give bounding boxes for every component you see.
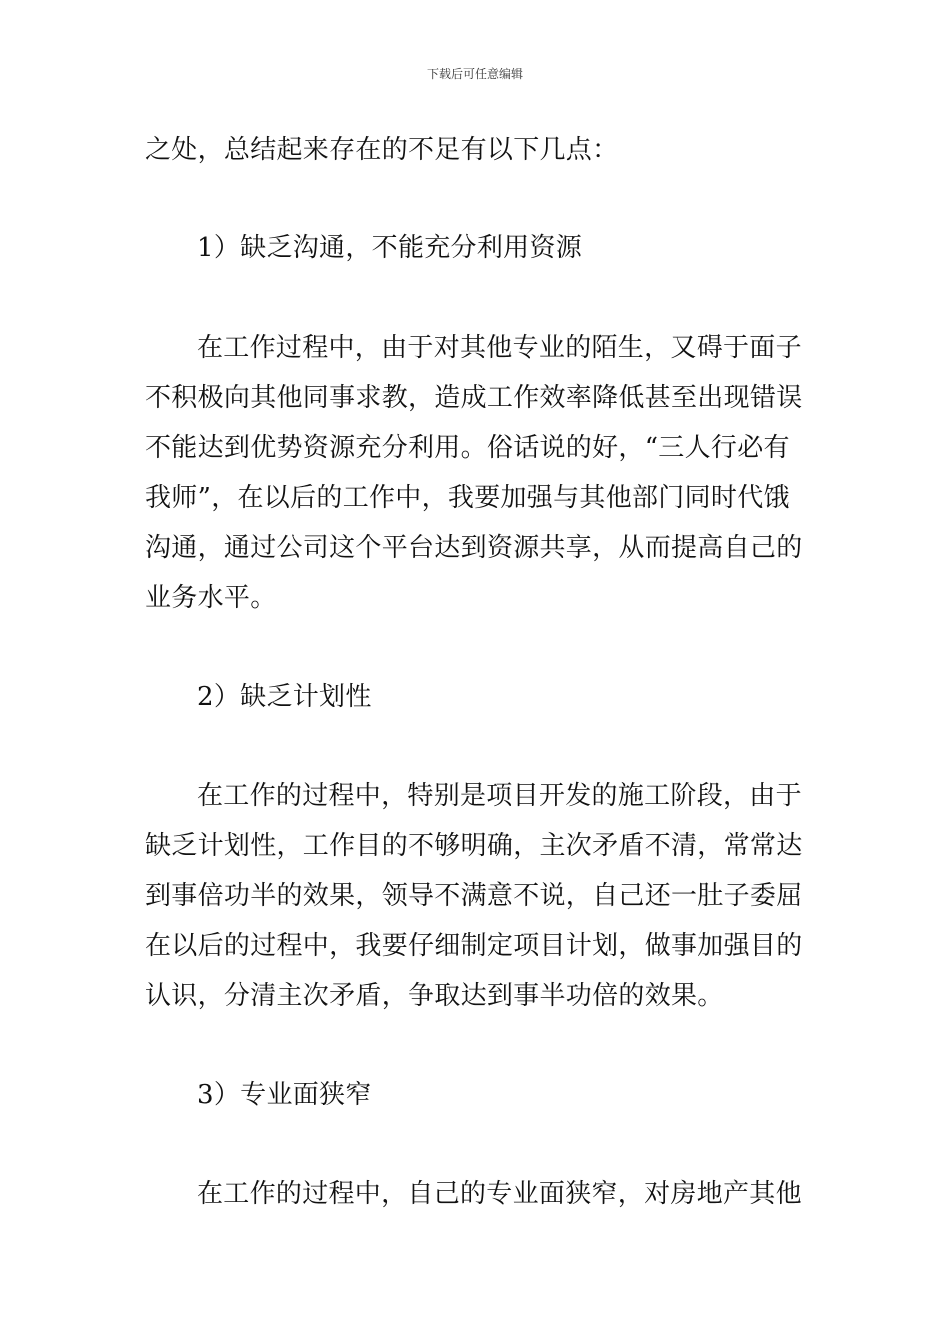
paragraph-line: 到事倍功半的效果，领导不满意不说，自己还一肚子委屈: [145, 881, 803, 911]
paragraph-line: 在以后的过程中，我要仔细制定项目计划，做事加强目的: [145, 931, 803, 961]
paragraph-line: 在工作的过程中，自己的专业面狭窄，对房地产其他: [197, 1179, 802, 1209]
section-heading-1: 1）缺乏沟通，不能充分利用资源: [197, 233, 583, 263]
paragraph-line: 之处，总结起来存在的不足有以下几点：: [145, 135, 619, 165]
paragraph-line: 沟通，通过公司这个平台达到资源共享，从而提高自己的: [145, 533, 803, 563]
paragraph-line: 我师”，在以后的工作中，我要加强与其他部门同时代饿: [145, 483, 790, 513]
paragraph-line: 在工作过程中，由于对其他专业的陌生，又碍于面子: [197, 333, 802, 363]
paragraph-line: 在工作的过程中，特别是项目开发的施工阶段，由于: [197, 781, 802, 811]
paragraph-line: 缺乏计划性，工作目的不够明确，主次矛盾不清，常常达: [145, 831, 803, 861]
section-heading-3: 3）专业面狭窄: [197, 1080, 372, 1110]
page-header-note: 下载后可任意编辑: [426, 67, 523, 81]
paragraph-line: 认识，分清主次矛盾，争取达到事半功倍的效果。: [145, 981, 724, 1011]
paragraph-line: 业务水平。: [145, 583, 277, 613]
paragraph-line: 不能达到优势资源充分利用。俗话说的好，“三人行必有: [145, 433, 790, 463]
section-heading-2: 2）缺乏计划性: [197, 682, 372, 712]
paragraph-line: 不积极向其他同事求教，造成工作效率降低甚至出现错误: [145, 383, 803, 413]
